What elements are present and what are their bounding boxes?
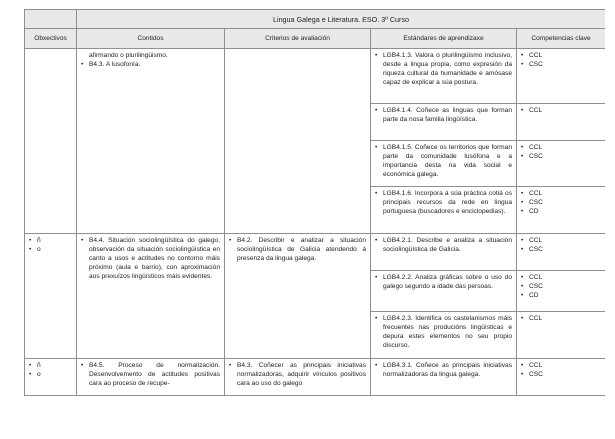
- competence-item: • CSC: [521, 60, 601, 69]
- header-criteria: Criterios de avaliación: [225, 29, 371, 49]
- competence-item: • CCL: [521, 106, 601, 115]
- objectives-cell: [25, 359, 77, 396]
- standard-text: • LGB4.2.2. Analiza gráficas sobre o uso do galego segundo a idade das persoas.: [375, 273, 512, 291]
- standard-text: • LGB4.1.3. Valora o plurilingüismo inclusivo, desde a lingua propia, como expresión da riqueza cultural da humanidade e amósase capaz de explicar a súa postura.: [375, 51, 512, 87]
- objective-item: • o: [29, 245, 72, 254]
- content-item: • B4.4. Situación sociolingüística do galego, observación da situación sociolingüística en canto a usos e actitudes no contorno máis próximo (aula e barrio), con aproximación aos prexuízos lingüísticos máis evidentes.: [81, 236, 220, 281]
- competences-cell: [517, 271, 606, 312]
- criteria-item: • B4.3. Coñecer as principais iniciativas normalizadoras, adquirir vínculos positivos cara ao uso do galego: [229, 361, 366, 388]
- standard-cell: [371, 187, 517, 234]
- standard-text: • LGB4.3.1. Coñece as principais iniciativas normalizadoras da lingua galega.: [375, 361, 512, 379]
- objectives-cell: [25, 234, 77, 359]
- title-corner-cell: [25, 10, 77, 29]
- standard-cell: [371, 49, 517, 104]
- competence-item: • CCL: [521, 143, 601, 152]
- contents-continuation: afirmando o plurilingüismo.: [89, 52, 168, 59]
- competence-item: • CD: [521, 207, 601, 216]
- criteria-cell: [225, 49, 371, 234]
- header-competences: Competencias clave: [517, 29, 606, 49]
- header-contents: Contidos: [77, 29, 225, 49]
- table-row: [25, 234, 606, 271]
- competence-item: • CCL: [521, 51, 601, 60]
- table-row: [25, 49, 606, 104]
- content-item: • B4.3. A lusofonía.: [81, 60, 220, 69]
- competence-item: • CD: [521, 291, 601, 300]
- competences-cell: [517, 234, 606, 271]
- competences-cell: [517, 49, 606, 104]
- standard-text: • LGB4.1.4. Coñece as linguas que forman parte da nosa familia lingüística.: [375, 106, 512, 124]
- header-row: [25, 29, 606, 49]
- competences-cell: [517, 104, 606, 141]
- competence-item: • CCL: [521, 236, 601, 245]
- competences-cell: [517, 187, 606, 234]
- contents-cell: [77, 49, 225, 234]
- standard-text: • LGB4.1.6. Incorpora á súa práctica cotiá os principais recursos da rede en lingua portuguesa (buscadores e enciclopedias).: [375, 189, 512, 216]
- standard-text: • LGB4.2.3. Identifica os castelanismos máis frecuentes nas producións lingüísticas e depura estes elementos no seu propio discurso.: [375, 314, 512, 350]
- content-item: • B4.5. Proceso de normalización. Desenvolvemento de actitudes positivas cara ao proceso de recupe-: [81, 361, 220, 388]
- competence-item: • CSC: [521, 245, 601, 254]
- competence-item: • CSC: [521, 152, 601, 161]
- table-title: Lingua Galega e Literatura. ESO. 3º Curso: [77, 10, 606, 29]
- standard-cell: [371, 104, 517, 141]
- header-standards: Estándares de aprendizaxe: [371, 29, 517, 49]
- criteria-cell: [225, 359, 371, 396]
- standard-text: • LGB4.2.1. Describe e analiza a situación sociolingüística de Galicia.: [375, 236, 512, 254]
- objectives-cell: [25, 49, 77, 234]
- contents-cell: [77, 359, 225, 396]
- criteria-cell: [225, 234, 371, 359]
- standard-cell: [371, 234, 517, 271]
- standard-cell: [371, 141, 517, 187]
- standard-cell: [371, 271, 517, 312]
- curriculum-table: [24, 9, 605, 396]
- competence-item: • CSC: [521, 370, 601, 379]
- competences-cell: [517, 312, 606, 359]
- competence-item: • CSC: [521, 282, 601, 291]
- table-row: [25, 359, 606, 396]
- standard-cell: [371, 312, 517, 359]
- competence-item: • CCL: [521, 273, 601, 282]
- competence-item: • CCL: [521, 189, 601, 198]
- standard-text: • LGB4.1.5. Coñece os territorios que forman parte da comunidade lusófona e a importancia desta na vida social e económica galega.: [375, 143, 512, 179]
- header-objectives: Obxectivos: [25, 29, 77, 49]
- curriculum-page: [24, 9, 605, 409]
- contents-cell: [77, 234, 225, 359]
- competence-item: • CSC: [521, 198, 601, 207]
- competence-item: • CCL: [521, 314, 601, 323]
- objective-item: • o: [29, 370, 72, 379]
- criteria-item: • B4.2. Describir e analizar a situación sociolingüística de Galicia atendendo á presenza da lingua galega.: [229, 236, 366, 263]
- objective-item: • ñ: [29, 236, 72, 245]
- objective-item: • ñ: [29, 361, 72, 370]
- competences-cell: [517, 359, 606, 396]
- competence-item: • CCL: [521, 361, 601, 370]
- competences-cell: [517, 141, 606, 187]
- standard-cell: [371, 359, 517, 396]
- title-row: [25, 10, 606, 29]
